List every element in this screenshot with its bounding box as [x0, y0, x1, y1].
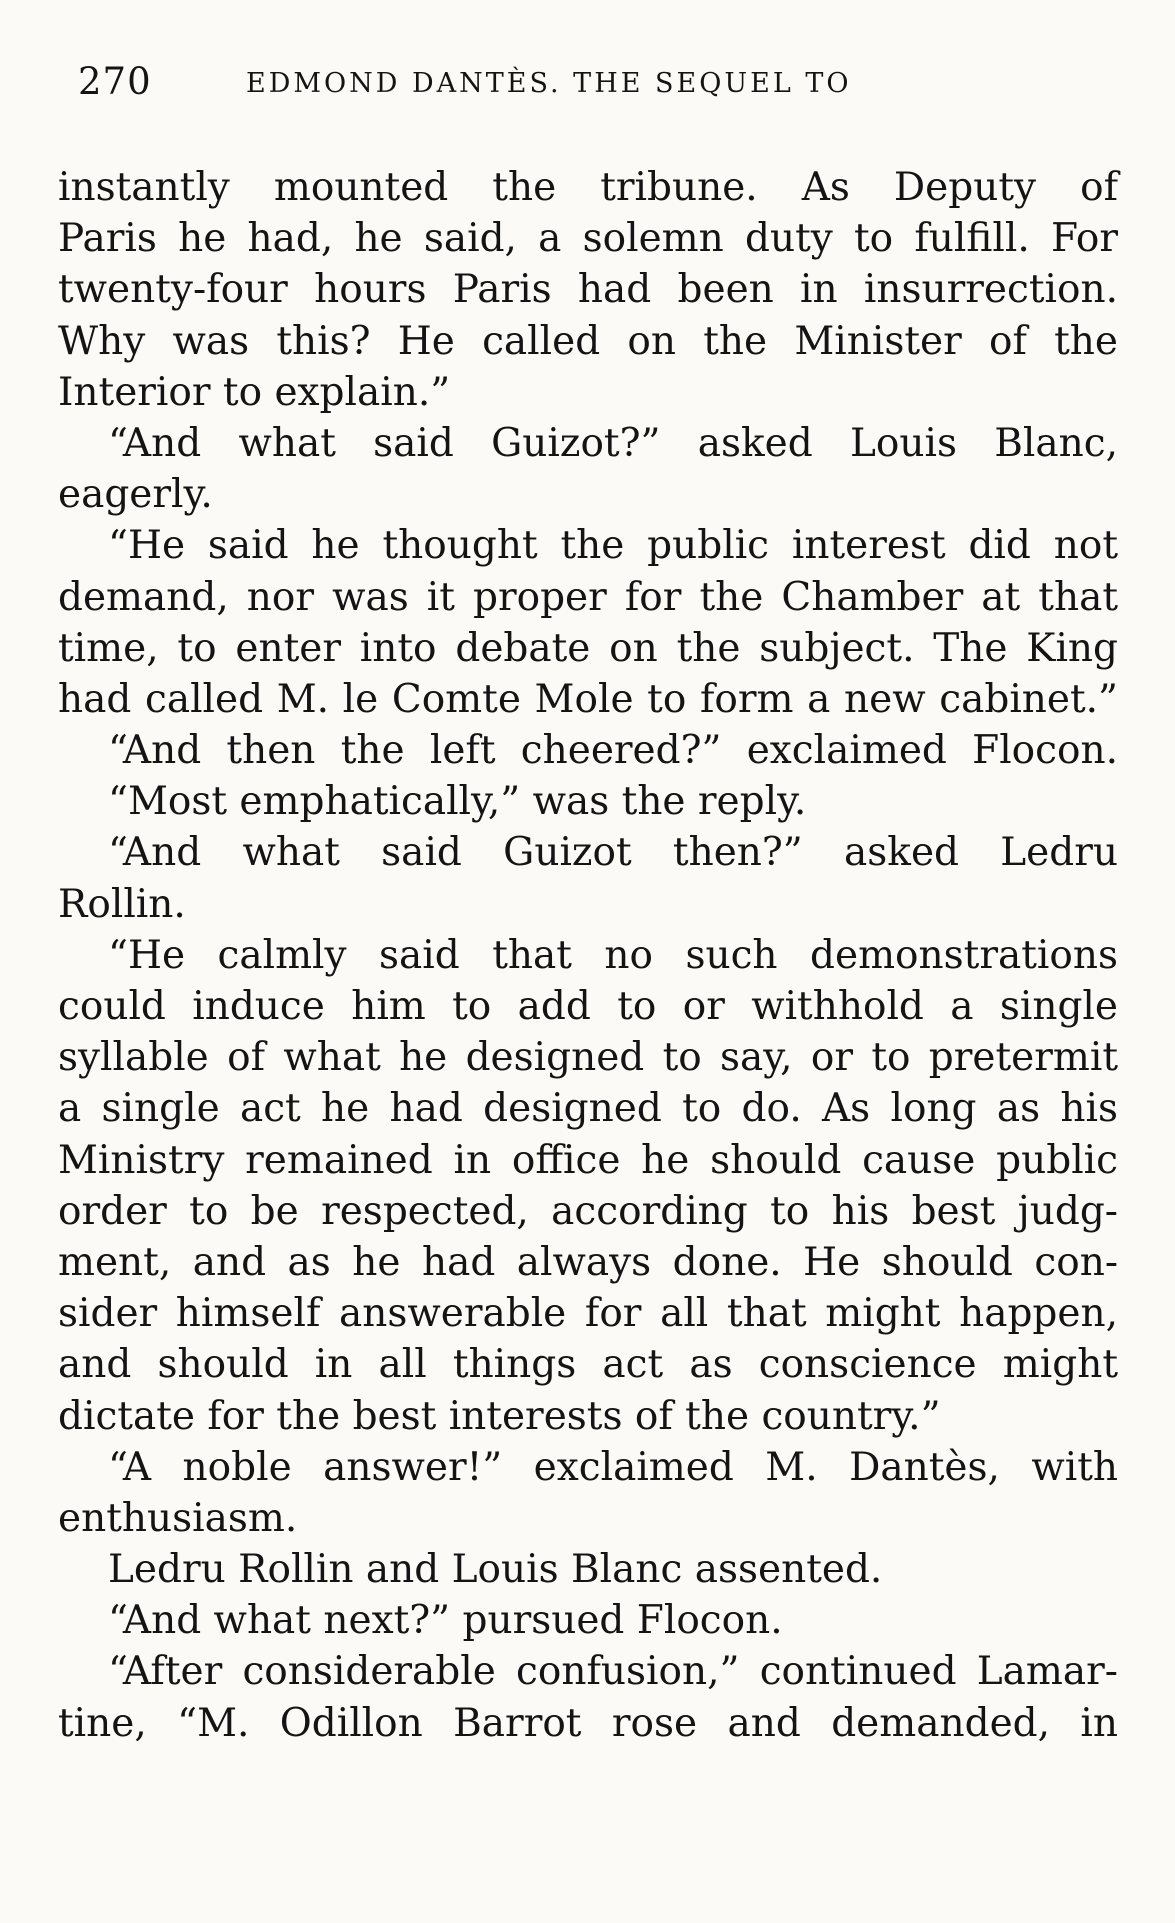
text-line: “Most emphatically,” was the reply.	[108, 779, 807, 825]
text-line: time, to enter into debate on the subject. The King	[58, 625, 1118, 671]
text-line: “A noble answer!” exclaimed M. Dantès, with	[108, 1444, 1118, 1490]
text-line: ment, and as he had always done. He should con-	[58, 1239, 1118, 1285]
running-head: EDMOND DANTÈS. THE SEQUEL TO	[246, 68, 852, 99]
text-line: Paris he had, he said, a solemn duty to fulfill. For	[58, 216, 1118, 262]
text-line: syllable of what he designed to say, or to pretermit	[58, 1035, 1118, 1081]
body-text	[58, 162, 1118, 1749]
text-line: and should in all things act as conscience might	[58, 1342, 1118, 1388]
text-line: Why was this? He called on the Minister of the	[58, 318, 1118, 364]
text-line: “He said he thought the public interest did not	[108, 523, 1118, 569]
text-line: sider himself answerable for all that might happen,	[58, 1291, 1118, 1337]
text-line: “He calmly said that no such demonstrations	[108, 932, 1118, 978]
text-line: “And what said Guizot then?” asked Ledru	[108, 830, 1118, 876]
text-line: had called M. le Comte Mole to form a new cabinet.”	[58, 676, 1118, 722]
text-line: twenty-four hours Paris had been in insurrection.	[58, 267, 1118, 313]
text-line: dictate for the best interests of the country.”	[58, 1393, 941, 1439]
text-line: enthusiasm.	[58, 1495, 298, 1541]
page-header	[78, 60, 978, 120]
text-line: a single act he had designed to do. As long as his	[58, 1086, 1118, 1132]
text-line: Interior to explain.”	[58, 369, 451, 415]
text-line: could induce him to add to or withhold a single	[58, 984, 1118, 1029]
text-line: “After considerable confusion,” continued Lamar-	[108, 1649, 1118, 1695]
text-line: tine, “M. Odillon Barrot rose and demanded, in	[58, 1700, 1118, 1746]
text-line: Rollin.	[58, 881, 186, 927]
page-number: 270	[78, 60, 152, 103]
text-line: instantly mounted the tribune. As Deputy of	[58, 165, 1118, 210]
text-line: demand, nor was it proper for the Chamber at that	[58, 574, 1118, 620]
text-line: order to be respected, according to his best judg-	[58, 1188, 1118, 1234]
text-line: eagerly.	[58, 472, 213, 518]
text-line: “And what said Guizot?” asked Louis Blanc,	[108, 420, 1118, 466]
text-line: Ministry remained in office he should cause public	[58, 1137, 1118, 1183]
text-line: “And then the left cheered?” exclaimed Flocon.	[108, 728, 1118, 774]
text-line: Ledru Rollin and Louis Blanc assented.	[108, 1547, 883, 1593]
text-line: “And what next?” pursued Flocon.	[108, 1598, 783, 1644]
